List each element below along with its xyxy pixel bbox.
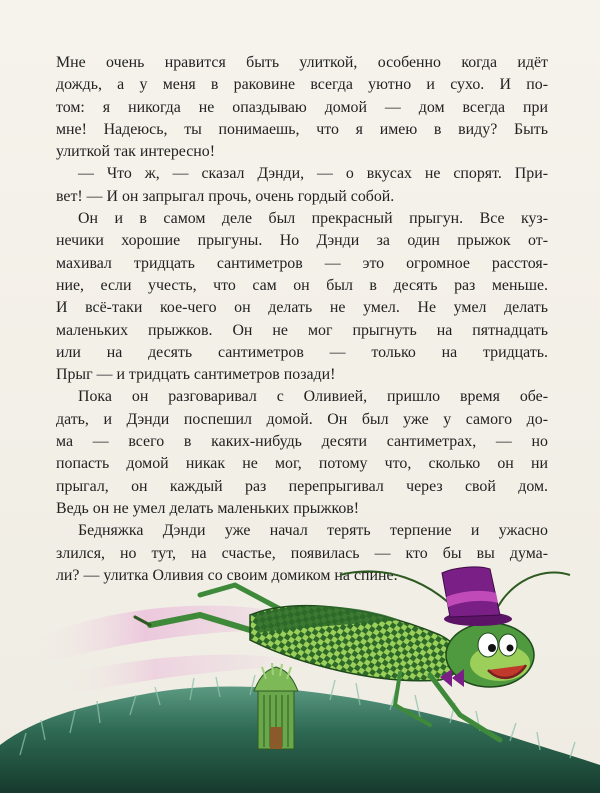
text-line: ние, если учесть, что сам он был в десять раз меньше.: [56, 276, 548, 294]
top-hat: [442, 567, 512, 626]
small-house: [254, 663, 298, 749]
text-line: попасть домой никак не мог, потому что, сколько он ни: [56, 455, 548, 473]
grasshopper-eye: [478, 633, 498, 657]
paragraph: [56, 208, 548, 386]
text-line: Пока он разговаривал с Оливией, пришло время обе-: [78, 388, 548, 406]
paragraph: [56, 163, 548, 208]
text-line: Бедняжка Дэнди уже начал терять терпение и ужасно: [78, 522, 548, 540]
text-line: дождь, а у меня в раковине всегда уютно и сухо. И по-: [56, 76, 548, 94]
text-line: улиткой так интересно!: [56, 143, 216, 161]
text-line: ли? — улитка Оливия со своим домиком на спине.: [56, 566, 398, 584]
text-line: вет! — И он запрыгал прочь, очень гордый собой.: [56, 187, 395, 205]
text-line: Прыг — и тридцать сантиметров позади!: [56, 366, 336, 384]
paragraph: [56, 52, 548, 163]
text-line: нечики хорошие прыгуны. Но Дэнди за один прыжок от-: [56, 232, 548, 250]
text-line: И всё-таки кое-чего он делать не умел. Не умел делать: [56, 299, 548, 317]
text-line: — Что ж, — сказал Дэнди, — о вкусах не спорят. При-: [78, 165, 548, 183]
text-line: махивал тридцать сантиметров — это огромное расстоя-: [56, 254, 548, 272]
text-line: Мне очень нравится быть улиткой, особенно когда идёт: [56, 54, 548, 71]
text-line: мне! Надеюсь, ты понимаешь, что я имею в виду? Быть: [56, 120, 548, 138]
text-line: Ведь он не умел делать маленьких прыжков!: [56, 499, 360, 517]
text-line: прыгал, он каждый раз перепрыгивал через свой дом.: [56, 477, 548, 495]
text-line: ма — всего в каких-нибудь десяти сантиметрах, — но: [56, 433, 548, 451]
grasshopper-illustration: [0, 555, 600, 793]
text-line: злился, но тут, на счастье, появилась — кто бы вы дума-: [56, 544, 548, 562]
text-line: маленьких прыжков. Он не мог прыгнуть на пятнадцать: [56, 321, 548, 339]
text-line: том: я никогда не опаздываю домой — дом всегда при: [56, 98, 548, 116]
text-line: Он и в самом деле был прекрасный прыгун. Все куз-: [78, 210, 548, 228]
story-text: [56, 52, 548, 587]
paragraph: [56, 386, 548, 520]
text-line: дать, и Дэнди поспешил домой. Он был уже у самого до-: [56, 410, 548, 428]
text-line: или на десять сантиметров — только на тридцать.: [56, 343, 548, 361]
